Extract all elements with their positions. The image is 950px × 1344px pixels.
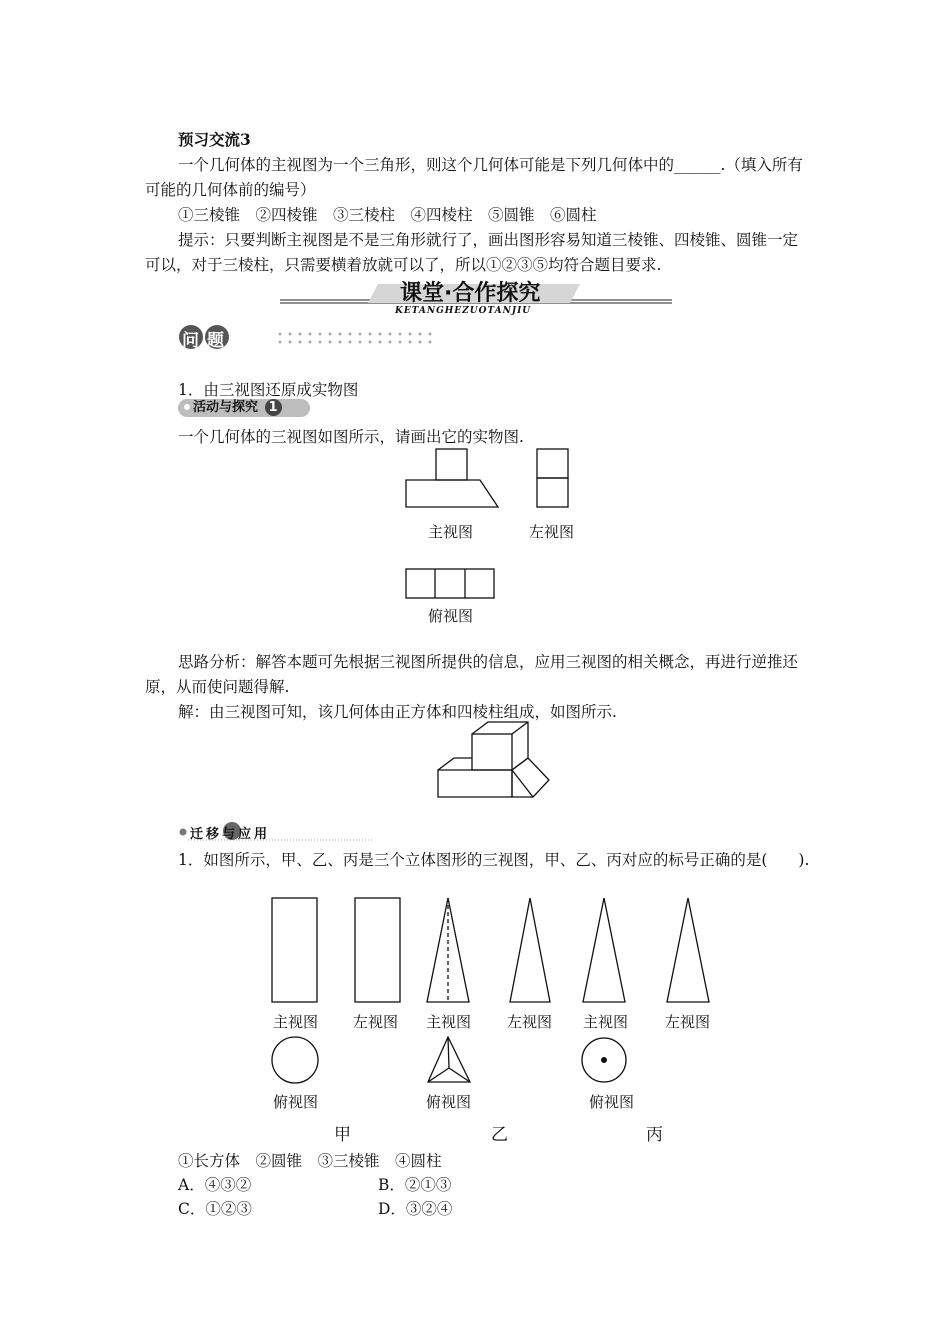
solid-figure xyxy=(432,718,552,802)
banner-title: 课堂·合作探究 xyxy=(400,281,541,306)
preview-heading: 预习交流3 xyxy=(178,130,251,149)
transfer-badge xyxy=(178,822,378,842)
activity-label: 活动与探究 xyxy=(193,400,259,415)
group-name-jia: 甲 xyxy=(334,1125,351,1145)
section-badge xyxy=(178,324,448,350)
choice-a[interactable]: A．④③② xyxy=(178,1176,252,1194)
jia-caption-top: 俯视图 xyxy=(273,1093,319,1111)
activity-pill xyxy=(178,399,310,417)
transfer-question: 1．如图所示，甲、乙、丙是三个立体图形的三视图，甲、乙、丙对应的标号正确的是( ). xyxy=(178,851,810,869)
preview-hint: 提示：只要判断主视图是不是三角形就行了，画出图形容易知道三棱锥、四棱锥、圆锥一定可以，对于三棱柱，只需要横着放就可以了，所以①②③⑤均符合题目要求. xyxy=(145,231,799,274)
bing-left-triangle xyxy=(667,898,709,1002)
caption-front-view: 主视图 xyxy=(428,523,474,541)
analysis-text: 思路分析：解答本题可先根据三视图所提供的信息，应用三视图的相关概念，再进行逆推还原，从而使问题得解. xyxy=(145,653,799,696)
caption-left-view: 左视图 xyxy=(529,523,575,541)
bing-caption-front: 主视图 xyxy=(583,1013,629,1031)
jia-top-circle xyxy=(272,1037,318,1083)
left-view-lower xyxy=(537,478,568,507)
preview-question: 一个几何体的主视图为一个三角形，则这个几何体可能是下列几何体中的______.（填入所有可能的几何体前的编号） xyxy=(145,156,803,199)
section-banner xyxy=(280,276,672,320)
preview-options: ①三棱锥 ②四棱锥 ③三棱柱 ④四棱柱 ⑤圆锥 ⑥圆柱 xyxy=(178,206,597,224)
badge-title: 问题导学 xyxy=(182,331,282,351)
jia-left-rect xyxy=(355,898,400,1002)
jia-front-rect xyxy=(272,898,317,1002)
bullet-icon xyxy=(184,404,190,410)
banner-subtitle: KETANGHEZUOTANJIU xyxy=(395,306,532,316)
choice-b[interactable]: B．②①③ xyxy=(378,1176,452,1194)
transfer-label: 迁移与应用 xyxy=(190,827,271,842)
jia-caption-left: 左视图 xyxy=(353,1013,399,1031)
yi-caption-top: 俯视图 xyxy=(426,1093,472,1111)
bing-top-center-dot xyxy=(601,1057,607,1063)
choice-d[interactable]: D．③②④ xyxy=(378,1200,453,1218)
yi-caption-left: 左视图 xyxy=(507,1013,553,1031)
bing-caption-top: 俯视图 xyxy=(589,1093,635,1111)
jia-caption-front: 主视图 xyxy=(273,1013,319,1031)
transfer-views-figure xyxy=(260,892,720,1092)
bing-front-triangle xyxy=(583,898,625,1002)
left-view-upper xyxy=(537,449,568,478)
topic-title: 1．由三视图还原成实物图 xyxy=(178,381,359,399)
group-name-yi: 乙 xyxy=(491,1125,508,1145)
front-view-top-square xyxy=(436,449,467,480)
activity-number: 1 xyxy=(265,399,282,416)
yi-left-triangle xyxy=(510,898,550,1002)
group-name-bing: 丙 xyxy=(646,1125,663,1145)
yi-caption-front: 主视图 xyxy=(426,1013,472,1031)
front-view-base xyxy=(406,480,498,507)
caption-top-view: 俯视图 xyxy=(428,607,474,625)
activity-problem: 一个几何体的三视图如图所示，请画出它的实物图. xyxy=(178,428,524,446)
bing-caption-left: 左视图 xyxy=(665,1013,711,1031)
solid-items: ①长方体 ②圆锥 ③三棱锥 ④圆柱 xyxy=(178,1152,442,1170)
choice-c[interactable]: C．①②③ xyxy=(178,1200,252,1218)
solution-text: 解：由三视图可知，该几何体由正方体和四棱柱组成，如图所示. xyxy=(178,703,617,721)
top-view-outline xyxy=(406,569,494,598)
